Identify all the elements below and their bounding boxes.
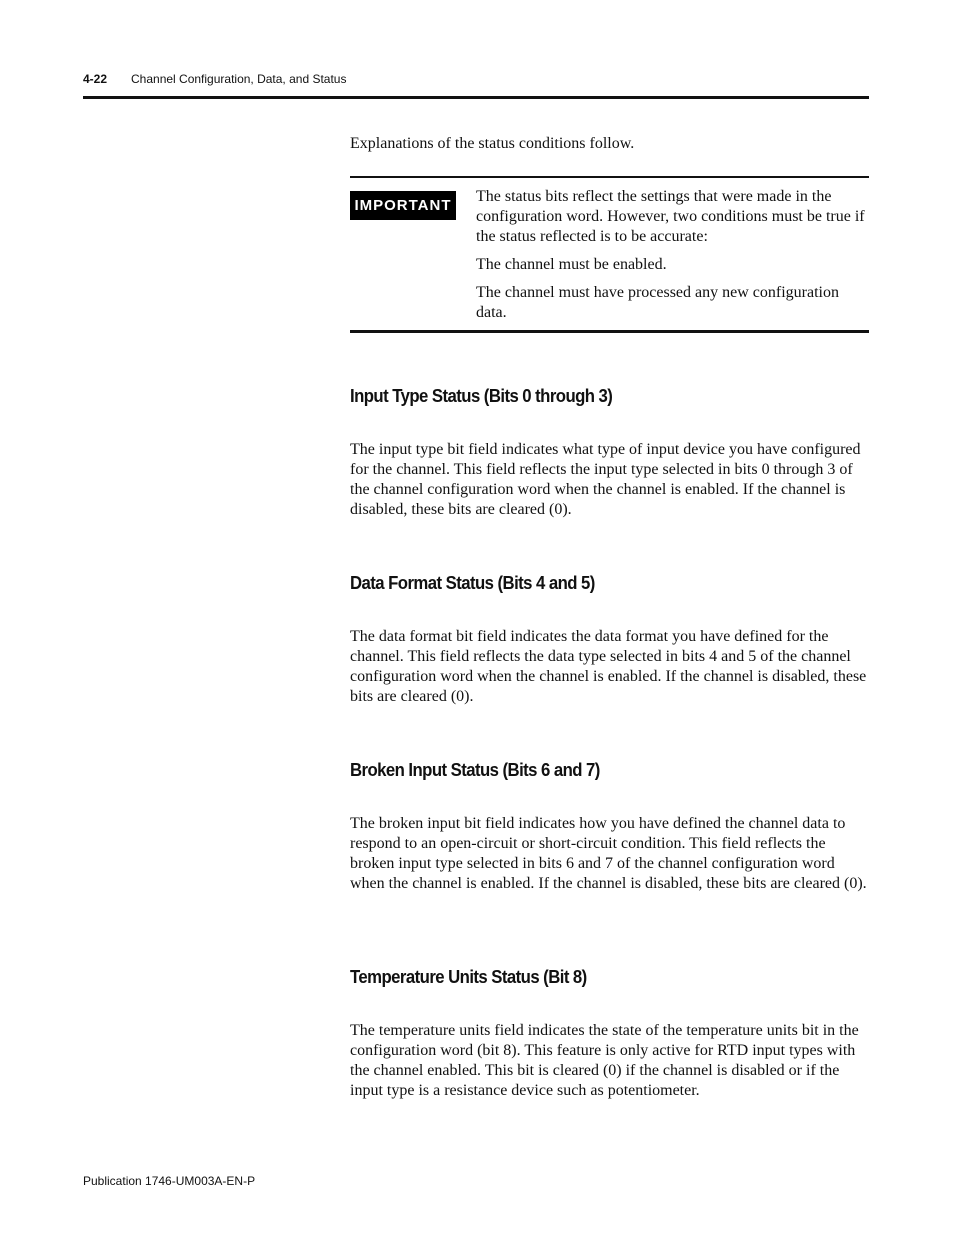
important-statement: The status bits reflect the settings that were made in the configuration word. However, two conditions must be true if the status reflected is to be accurate: bbox=[476, 188, 865, 245]
important-box bbox=[350, 176, 869, 333]
section-heading-input-type: Input Type Status (Bits 0 through 3) bbox=[350, 386, 613, 406]
important-text bbox=[476, 187, 871, 331]
section-body-broken-input: The broken input bit field indicates how you have defined the channel data to respond to an open-circuit or short-circuit condition. This field reflects the broken input type selected in bits 6 and 7 of the channel configuration word when the channel is enabled. If the channel is disabled, these bits are cleared (0). bbox=[350, 815, 867, 892]
publication-footer: Publication 1746-UM003A-EN-P bbox=[83, 1174, 256, 1188]
section-body-temperature-units: The temperature units field indicates the state of the temperature units bit in the configuration word (bit 8). This feature is only active for RTD input types with the channel enabled. This bit is cleared (0) if the channel is disabled or if the input type is a resistance device such as potentiometer. bbox=[350, 1022, 859, 1099]
page-header bbox=[83, 72, 869, 86]
important-label: IMPORTANT bbox=[350, 191, 456, 220]
section-heading-broken-input: Broken Input Status (Bits 6 and 7) bbox=[350, 760, 600, 780]
header-rule bbox=[83, 96, 869, 99]
chapter-title: Channel Configuration, Data, and Status bbox=[131, 72, 347, 86]
intro-paragraph: Explanations of the status conditions follow. bbox=[350, 135, 635, 152]
important-condition-2: The channel must have processed any new configuration data. bbox=[476, 284, 839, 321]
section-heading-temperature-units: Temperature Units Status (Bit 8) bbox=[350, 967, 587, 987]
important-condition-1: The channel must be enabled. bbox=[476, 256, 667, 273]
section-heading-data-format: Data Format Status (Bits 4 and 5) bbox=[350, 573, 595, 593]
page-number: 4-22 bbox=[83, 72, 108, 86]
section-body-data-format: The data format bit field indicates the data format you have defined for the channel. This field reflects the data type selected in bits 4 and 5 of the channel configuration word when the channel is enabled. If the channel is disabled, these bits are cleared (0). bbox=[350, 628, 867, 705]
section-body-input-type: The input type bit field indicates what type of input device you have configured for the channel. This field reflects the input type selected in bits 0 through 3 of the channel configuration word when the channel is enabled. If the channel is disabled, these bits are cleared (0). bbox=[350, 441, 861, 518]
